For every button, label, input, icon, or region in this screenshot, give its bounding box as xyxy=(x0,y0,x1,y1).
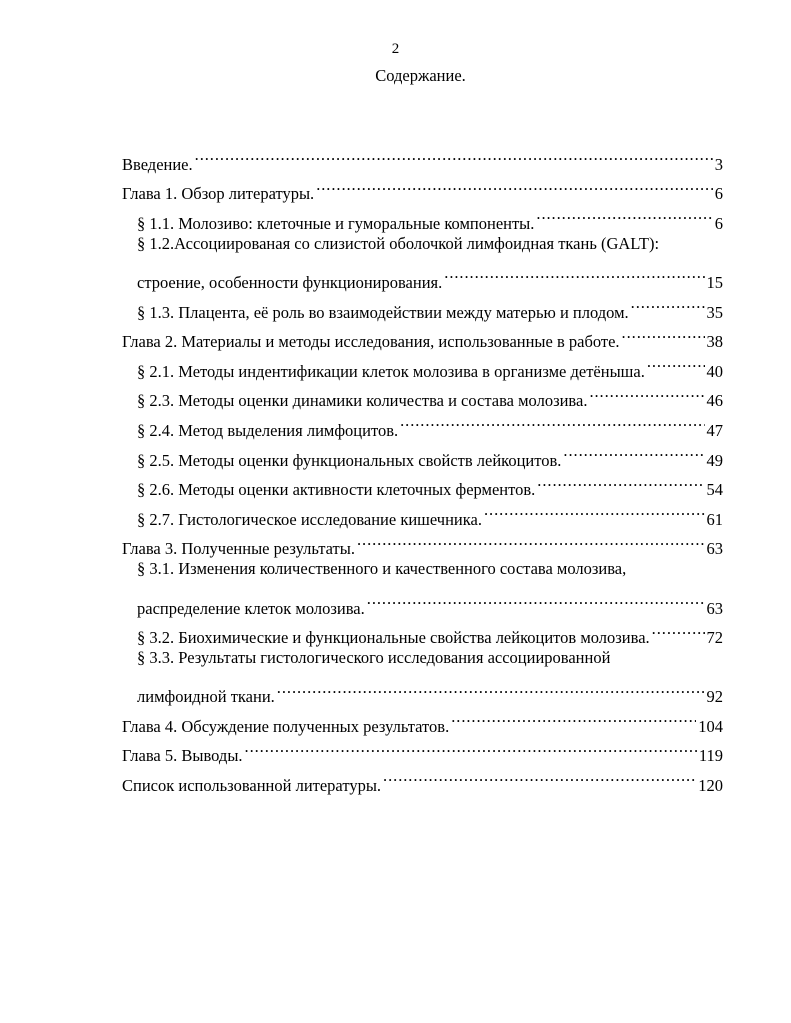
toc-entry-page: 46 xyxy=(706,391,723,411)
toc-dot-leader xyxy=(316,170,713,200)
toc-entry-title: распределение клеток молозива. xyxy=(137,598,365,618)
toc-entry-page: 61 xyxy=(706,509,723,529)
toc-dot-leader xyxy=(589,377,704,407)
table-of-contents xyxy=(122,140,723,796)
toc-entry-page: 6 xyxy=(714,184,723,204)
toc-entry-page: 63 xyxy=(706,598,723,618)
toc-entry-page: 92 xyxy=(706,687,723,707)
toc-entry-title: Введение. xyxy=(122,154,193,174)
toc-entry xyxy=(122,229,723,259)
toc-entry-title: § 3.1. Изменения количественного и качественного состава молозива, xyxy=(137,559,627,579)
toc-dot-leader xyxy=(277,673,705,703)
toc-dot-leader xyxy=(652,614,705,644)
toc-entry-page: 119 xyxy=(698,746,723,766)
toc-entry-page: 3 xyxy=(714,154,723,174)
toc-entry-title: § 2.3. Методы оценки динамики количества и состава молозива. xyxy=(137,391,588,411)
page-number: 2 xyxy=(391,41,400,57)
toc-entry-title: лимфоидной ткани. xyxy=(137,687,275,707)
toc-dot-leader xyxy=(367,584,705,614)
toc-entry-title: § 1.2.Ассоциированая со слизистой оболочкой лимфоидная ткань (GALT): xyxy=(137,233,660,253)
toc-entry-page: 35 xyxy=(706,302,723,322)
toc-entry-title: Глава 3. Полученные результаты. xyxy=(122,539,355,559)
toc-dot-leader xyxy=(245,732,697,762)
toc-entry-page: 15 xyxy=(706,272,723,292)
toc-entry-page: 104 xyxy=(698,716,723,736)
toc-dot-leader xyxy=(622,318,705,348)
toc-entry xyxy=(122,584,723,618)
toc-entry-title: Глава 5. Выводы. xyxy=(122,746,243,766)
toc-entry xyxy=(122,673,723,707)
toc-entry-title: § 2.6. Методы оценки активности клеточных ферментов. xyxy=(137,480,536,500)
toc-entry-title: § 2.7. Гистологическое исследование кишечника. xyxy=(137,509,482,529)
toc-entry-title: § 1.1. Молозиво: клеточные и гуморальные компоненты. xyxy=(137,213,535,233)
toc-entry-title: § 2.5. Методы оценки функциональных свойств лейкоцитов. xyxy=(137,450,562,470)
toc-dot-leader xyxy=(357,525,705,555)
toc-entry xyxy=(122,554,723,584)
toc-dot-leader xyxy=(383,761,696,791)
toc-entry-title: строение, особенности функционирования. xyxy=(137,272,443,292)
toc-entry-title: Список использованной литературы. xyxy=(122,776,382,796)
toc-entry-title: Глава 4. Обсуждение полученных результатов. xyxy=(122,716,450,736)
toc-entry-title: § 3.3. Результаты гистологического исследования ассоциированной xyxy=(137,648,611,668)
toc-entry-title: Глава 1. Обзор литературы. xyxy=(122,184,315,204)
toc-entry-page: 120 xyxy=(698,776,723,796)
toc-entry xyxy=(122,170,723,204)
toc-dot-leader xyxy=(484,495,705,525)
toc-entry-title: § 2.1. Методы индентификации клеток молозива в организме детёныша. xyxy=(137,361,645,381)
toc-entry xyxy=(122,140,723,174)
toc-entry-page: 40 xyxy=(706,361,723,381)
toc-entry-page: 72 xyxy=(706,628,723,648)
toc-dot-leader xyxy=(195,140,713,170)
toc-dot-leader xyxy=(444,258,704,288)
toc-entry-page: 54 xyxy=(706,480,723,500)
toc-dot-leader xyxy=(563,436,704,466)
toc-entry-page: 38 xyxy=(706,332,723,352)
toc-dot-leader xyxy=(536,199,712,229)
toc-entry-page: 49 xyxy=(706,450,723,470)
toc-dot-leader xyxy=(647,347,705,377)
toc-dot-leader xyxy=(451,702,696,732)
toc-entry-title: § 3.2. Биохимические и функциональные свойства лейкоцитов молозива. xyxy=(137,628,650,648)
toc-entry-page: 63 xyxy=(706,539,723,559)
toc-entry-title: § 1.3. Плацента, её роль во взаимодействии между матерью и плодом. xyxy=(137,302,629,322)
toc-dot-leader xyxy=(631,288,705,318)
toc-entry xyxy=(122,258,723,292)
toc-entry-title: § 2.4. Метод выделения лимфоцитов. xyxy=(137,420,399,440)
toc-dot-leader xyxy=(537,466,704,496)
toc-dot-leader xyxy=(400,406,704,436)
toc-entry-page: 47 xyxy=(706,420,723,440)
toc-entry-page: 6 xyxy=(714,213,723,233)
toc-title: Содержание. xyxy=(375,66,466,85)
toc-entry-title: Глава 2. Материалы и методы исследования, использованные в работе. xyxy=(122,332,620,352)
